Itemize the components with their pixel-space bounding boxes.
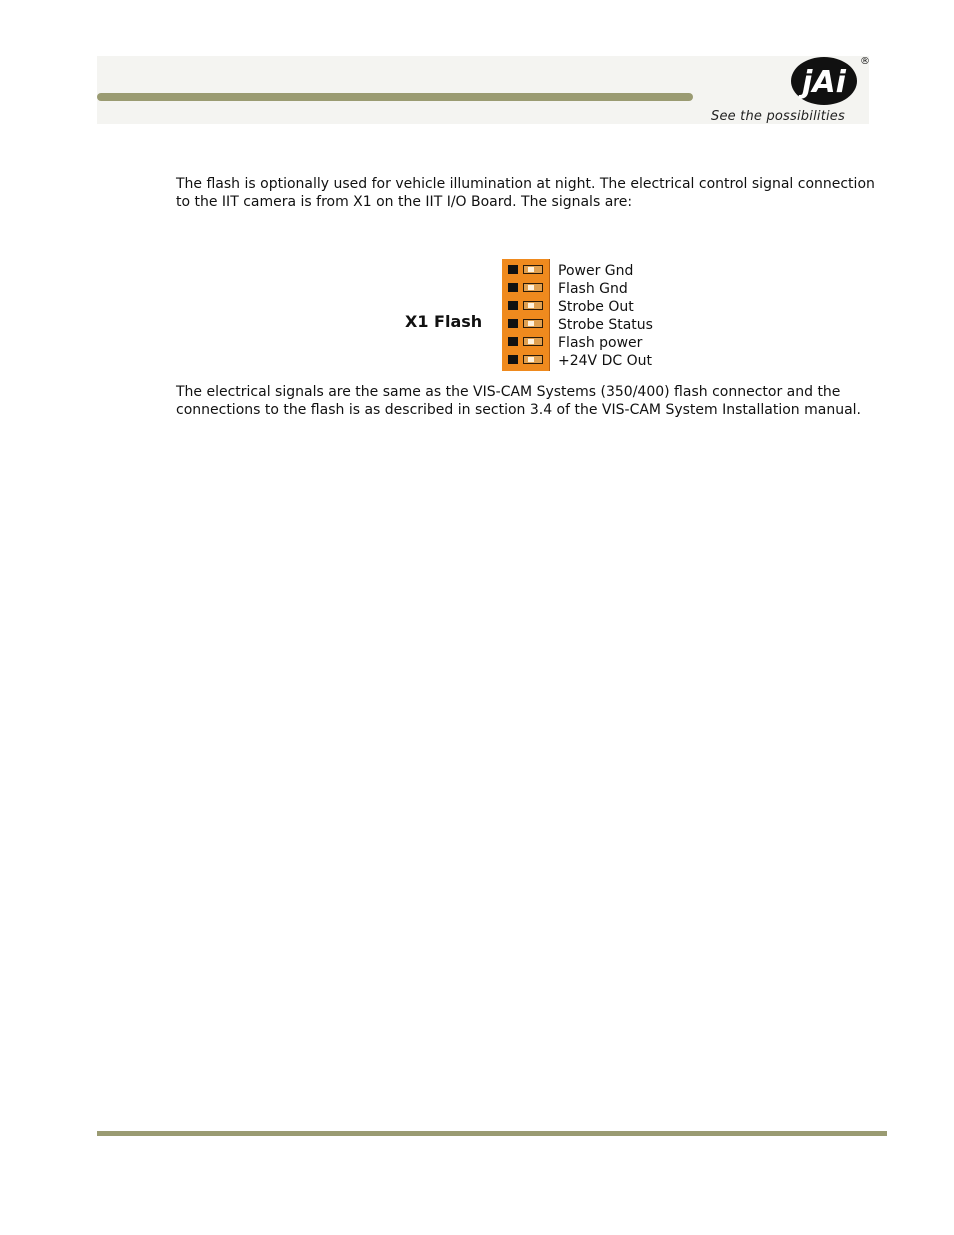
registered-mark: ® xyxy=(860,56,870,67)
connector-pin xyxy=(502,350,549,368)
connector-pin xyxy=(502,260,549,278)
connector-label: X1 Flash xyxy=(405,312,483,331)
pin-label: Strobe Out xyxy=(558,299,634,315)
connector-pin xyxy=(502,332,549,350)
jai-logo xyxy=(790,56,858,106)
connector-pin xyxy=(502,278,549,296)
intro-paragraph: The flash is optionally used for vehicle illumination at night. The electrical control signal connection to the IIT camera is from X1 on the IIT I/O Board. The signals are: xyxy=(176,176,875,210)
tagline: See the possibilities xyxy=(711,109,845,124)
connector-pin xyxy=(502,314,549,332)
pin-label: Power Gnd xyxy=(558,263,634,279)
pin-label: Flash power xyxy=(558,335,643,351)
footer-rule xyxy=(97,1131,887,1136)
x1-connector-diagram xyxy=(502,259,550,371)
connector-pin xyxy=(502,296,549,314)
pin-label: Strobe Status xyxy=(558,317,653,333)
pin-label: Flash Gnd xyxy=(558,281,628,297)
header-rule xyxy=(97,93,693,101)
signals-paragraph: The electrical signals are the same as the VIS-CAM Systems (350/400) flash connector and the connections to the flash is as described in section 3.4 of the VIS-CAM System Installation manual. xyxy=(176,384,861,418)
pin-label: +24V DC Out xyxy=(558,353,652,369)
svg-text:jAi: jAi xyxy=(802,65,846,100)
